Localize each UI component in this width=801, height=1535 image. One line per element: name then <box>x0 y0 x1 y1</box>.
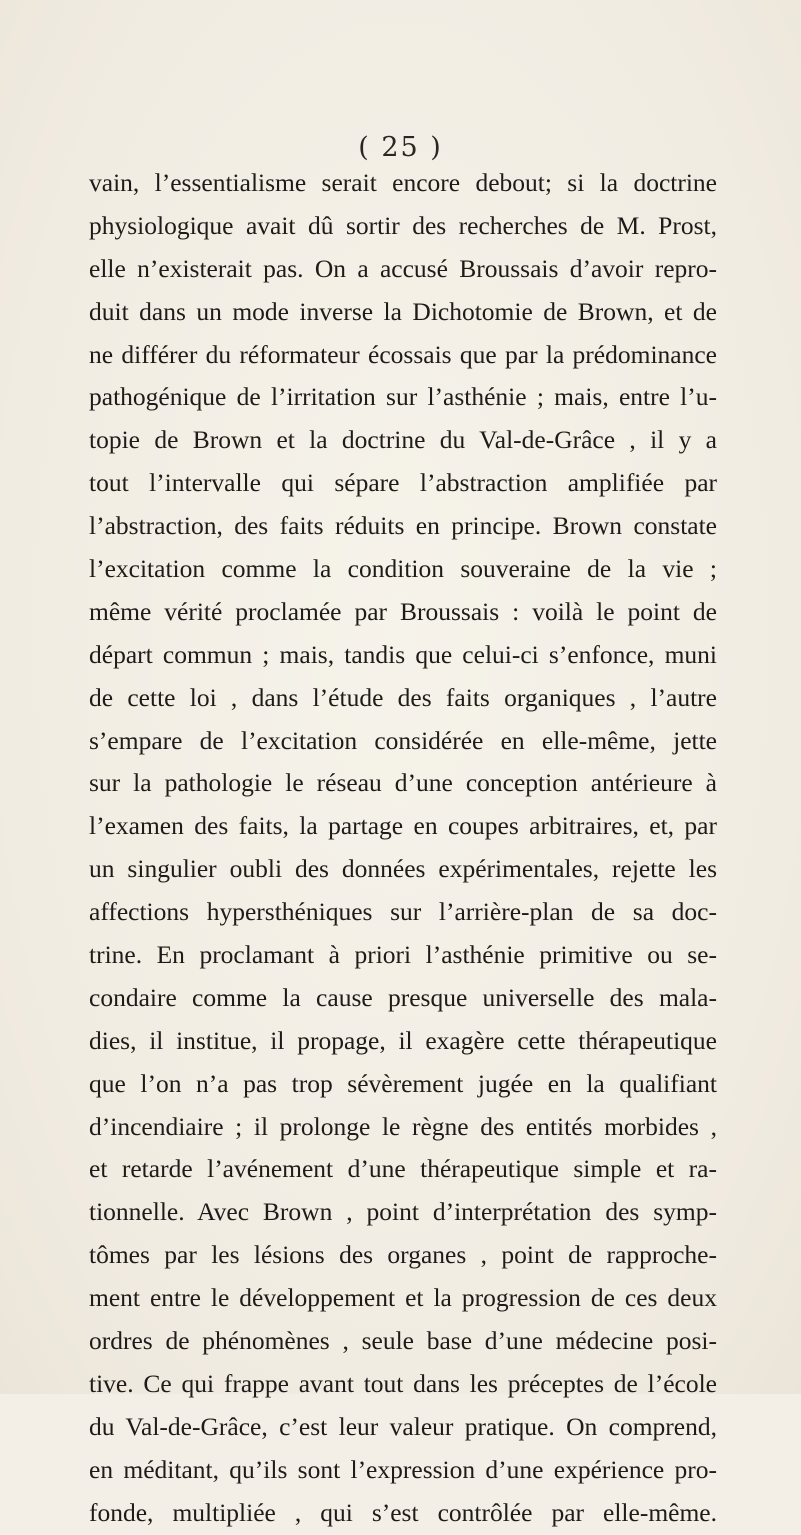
text-line: et retarde l’avénement d’une thérapeutique simple et ra- <box>89 1154 717 1184</box>
text-line: physiologique avait dû sortir des recherches de M. Prost, <box>89 210 717 240</box>
text-line: topie de Brown et la doctrine du Val-de-Grâce , il y a <box>89 425 717 455</box>
text-line: dies, il institue, il propage, il exagère cette thérapeutique <box>89 1025 717 1055</box>
text-line: départ commun ; mais, tandis que celui-ci s’enfonce, muni <box>89 639 717 669</box>
text-line: d’incendiaire ; il prolonge le règne des entités morbides , <box>89 1111 717 1141</box>
text-line: s’empare de l’excitation considérée en elle-même, jette <box>89 725 717 755</box>
text-line: fonde, multipliée , qui s’est contrôlée par elle-même. <box>89 1497 717 1527</box>
text-line: un singulier oubli des données expérimentales, rejette les <box>89 854 717 884</box>
text-line: ne différer du réformateur écossais que par la prédominance <box>89 339 717 369</box>
text-line: condaire comme la cause presque universelle des mala- <box>89 982 717 1012</box>
text-line: en méditant, qu’ils sont l’expression d’une expérience pro- <box>89 1454 717 1484</box>
text-line: tive. Ce qui frappe avant tout dans les préceptes de l’école <box>89 1368 717 1398</box>
text-line: de cette loi , dans l’étude des faits organiques , l’autre <box>89 682 717 712</box>
text-line: l’examen des faits, la partage en coupes arbitraires, et, par <box>89 811 717 841</box>
text-line: tout l’intervalle qui sépare l’abstraction amplifiée par <box>89 468 717 498</box>
text-line: ordres de phénomènes , seule base d’une médecine posi- <box>89 1326 717 1356</box>
text-line: l’excitation comme la condition souveraine de la vie ; <box>89 554 717 584</box>
text-line: affections hypersthéniques sur l’arrière-plan de sa doc- <box>89 897 717 927</box>
text-line: elle n’existerait pas. On a accusé Broussais d’avoir repro- <box>89 253 717 283</box>
text-line: que l’on n’a pas trop sévèrement jugée en la qualifiant <box>89 1068 717 1098</box>
text-line: même vérité proclamée par Broussais : voilà le point de <box>89 596 717 626</box>
text-line: vain, l’essentialisme serait encore debout; si la doctrine <box>89 168 717 197</box>
text-line: tionnelle. Avec Brown , point d’interprétation des symp- <box>89 1197 717 1227</box>
text-line: ment entre le développement et la progression de ces deux <box>89 1283 717 1313</box>
text-line: duit dans un mode inverse la Dichotomie de Brown, et de <box>89 296 717 326</box>
text-line: l’abstraction, des faits réduits en principe. Brown constate <box>89 511 717 541</box>
text-line: trine. En proclamant à priori l’asthénie primitive ou se- <box>89 940 717 970</box>
page-number: ( 25 ) <box>358 132 443 163</box>
text-line: sur la pathologie le réseau d’une conception antérieure à <box>89 768 717 798</box>
text-line: du Val-de-Grâce, c’est leur valeur pratique. On comprend, <box>89 1411 717 1441</box>
text-line: pathogénique de l’irritation sur l’asthénie ; mais, entre l’u- <box>89 382 717 412</box>
body-text <box>89 162 717 1535</box>
text-line: tômes par les lésions des organes , point de rapproche- <box>89 1240 717 1270</box>
